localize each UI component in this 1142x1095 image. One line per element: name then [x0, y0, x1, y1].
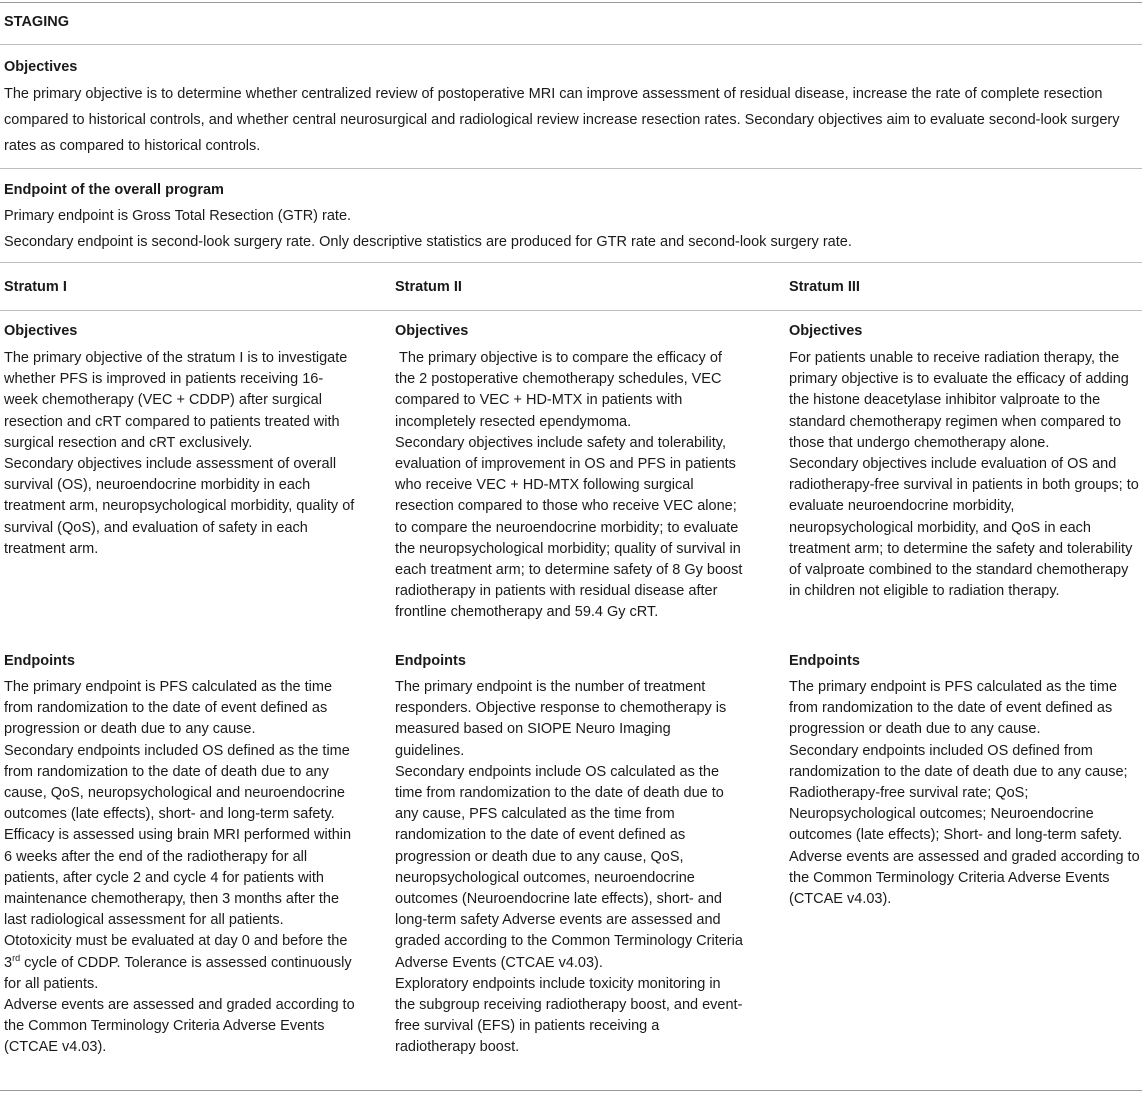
overall-endpoint-primary: Primary endpoint is Gross Total Resection (GTR) rate. [4, 208, 352, 224]
stratum-column-1 [4, 276, 356, 1056]
endpoint-fragment: 3 [4, 954, 13, 971]
endpoint-paragraph [4, 931, 356, 995]
row-divider [0, 44, 1142, 45]
stratum-objectives-heading: Objectives [395, 323, 469, 339]
staging-title: STAGING [4, 14, 69, 30]
stratum-objectives-text [4, 348, 356, 560]
objective-paragraph: The primary objective is to compare the efficacy of the 2 postoperative chemotherapy schedules, VEC compared to VEC + HD-MTX in patients with incompletely resected ependymoma. [395, 350, 726, 430]
stratum-objectives-text [789, 348, 1141, 602]
stratum-column-3 [789, 276, 1141, 908]
endpoint-paragraph: Secondary endpoints included OS defined from randomization to the date of death due to any cause; Radiotherapy-free survival rate; QoS; Neuropsychological outcomes; Neuroendocrine outcomes (late effects); Short- and long-term safety. [789, 742, 1128, 844]
stratum-column-2 [395, 276, 745, 1056]
stratum-objectives-text [395, 348, 743, 624]
stratum-endpoints-heading: Endpoints [789, 653, 860, 669]
endpoint-paragraph: Efficacy is assessed using brain MRI performed within 6 weeks after the end of the radiotherapy for all patients, after cycle 2 and cycle 4 for patients with maintenance chemotherapy, then 3 months after the last radiological assessment for all patients. [4, 827, 352, 929]
endpoint-paragraph: The primary endpoint is PFS calculated as the time from randomization to the date of event defined as progression or death due to any cause. [789, 679, 1118, 738]
table-bottom-rule [0, 1090, 1142, 1091]
row-divider [0, 310, 1142, 311]
overall-endpoint-heading: Endpoint of the overall program [4, 182, 224, 198]
endpoint-paragraph: Adverse events are assessed and graded according to the Common Terminology Criteria Adverse Events (CTCAE v4.03). [789, 848, 1140, 908]
row-divider [0, 262, 1142, 263]
stratum-endpoints-text [4, 677, 356, 1059]
endpoint-paragraph: Secondary endpoints include OS calculated as the time from randomization to the date of death due to any cause, PFS calculated as the time from randomization to the date of event defined as progression or death due to any cause, QoS, neuropsychological outcomes, neuroendocrine outcomes (Neuroendocrine late effects), short- and long-term safety Adverse events are assessed and graded according to the Common Terminology Criteria Adverse Events (CTCAE v4.03). [395, 763, 743, 971]
overall-objectives-heading: Objectives [4, 59, 78, 75]
overall-endpoint-secondary: Secondary endpoint is second-look surgery rate. Only descriptive statistics are produced for GTR rate and second-look surgery rate. [4, 234, 852, 250]
stratum-endpoints-heading: Endpoints [4, 653, 75, 669]
endpoint-fragment: Ototoxicity must be evaluated at day 0 and before the [4, 933, 348, 950]
objective-paragraph: The primary objective of the stratum I is to investigate whether PFS is improved in patients receiving 16-week chemotherapy (VEC + CDDP) after surgical resection and cRT compared to patients treated with surgical resection and cRT exclusively. [4, 350, 348, 451]
stratum-endpoints-text [395, 677, 743, 1059]
overall-objectives-text: The primary objective is to determine whether centralized review of postoperative MRI can improve assessment of residual disease, increase the rate of complete resection compared to historical controls, and whether central neurosurgical and radiological review increase resection rates. Secondary objectives aim to evaluate second-look surgery rates as compared to historical controls. [4, 86, 1120, 154]
stratum-title: Stratum I [4, 279, 67, 295]
endpoint-fragment: cycle of CDDP. Tolerance is assessed continuously for all patients. [4, 954, 352, 992]
table-top-rule [0, 2, 1142, 3]
stratum-title: Stratum II [395, 279, 462, 295]
row-divider [0, 168, 1142, 169]
objective-paragraph: For patients unable to receive radiation therapy, the primary objective is to evaluate the efficacy of adding the histone deacetylase inhibitor valproate to the standard chemotherapy regimen when compared to those that undergo chemotherapy alone. [789, 350, 1129, 451]
stratum-objectives-heading: Objectives [4, 323, 78, 339]
endpoint-paragraph: Exploratory endpoints include toxicity monitoring in the subgroup receiving radiotherapy boost, and event-free survival (EFS) in patients receiving a radiotherapy boost. [395, 975, 743, 1056]
stratum-title: Stratum III [789, 279, 860, 295]
endpoint-paragraph: The primary endpoint is PFS calculated as the time from randomization to the date of event defined as progression or death due to any cause. [4, 679, 333, 738]
objective-paragraph: Secondary objectives include safety and tolerability, evaluation of improvement in OS and PFS in patients who receive VEC + HD-MTX following surgical resection compared to those who receive VEC alone; to compare the neuroendocrine morbidity; to evaluate the neuropsychological morbidity; quality of survival in each treatment arm; to determine safety of 8 Gy boost radiotherapy in patients with residual disease after frontline chemotherapy and 59.4 Gy cRT. [395, 434, 743, 621]
ordinal-superscript: rd [12, 952, 21, 963]
endpoint-paragraph: Secondary endpoints included OS defined as the time from randomization to the date of death due to any cause, QoS, neuropsychological and neuroendocrine outcomes (late effects), short- and long-term safety. [4, 742, 350, 823]
endpoint-paragraph: Adverse events are assessed and graded according to the Common Terminology Criteria Adverse Events (CTCAE v4.03). [4, 997, 355, 1056]
objective-paragraph: Secondary objectives include assessment of overall survival (OS), neuroendocrine morbidity in each treatment arm, neuropsychological morbidity, quality of survival (QoS), and evaluation of safety in each treatment arm. [4, 456, 355, 557]
stratum-endpoints-text [789, 677, 1141, 910]
objective-paragraph: Secondary objectives include evaluation of OS and radiotherapy-free survival in patients in both groups; to evaluate neuroendocrine morbidity, neuropsychological morbidity, and QoS in each treatment arm; to determine the safety and tolerability of valproate combined to the standard chemotherapy in children not eligible to radiation therapy. [789, 456, 1139, 600]
stratum-endpoints-heading: Endpoints [395, 653, 466, 669]
endpoint-paragraph: The primary endpoint is the number of treatment responders. Objective response to chemotherapy is measured based on SIOPE Neuro Imaging guidelines. [395, 679, 727, 759]
stratum-objectives-heading: Objectives [789, 323, 863, 339]
